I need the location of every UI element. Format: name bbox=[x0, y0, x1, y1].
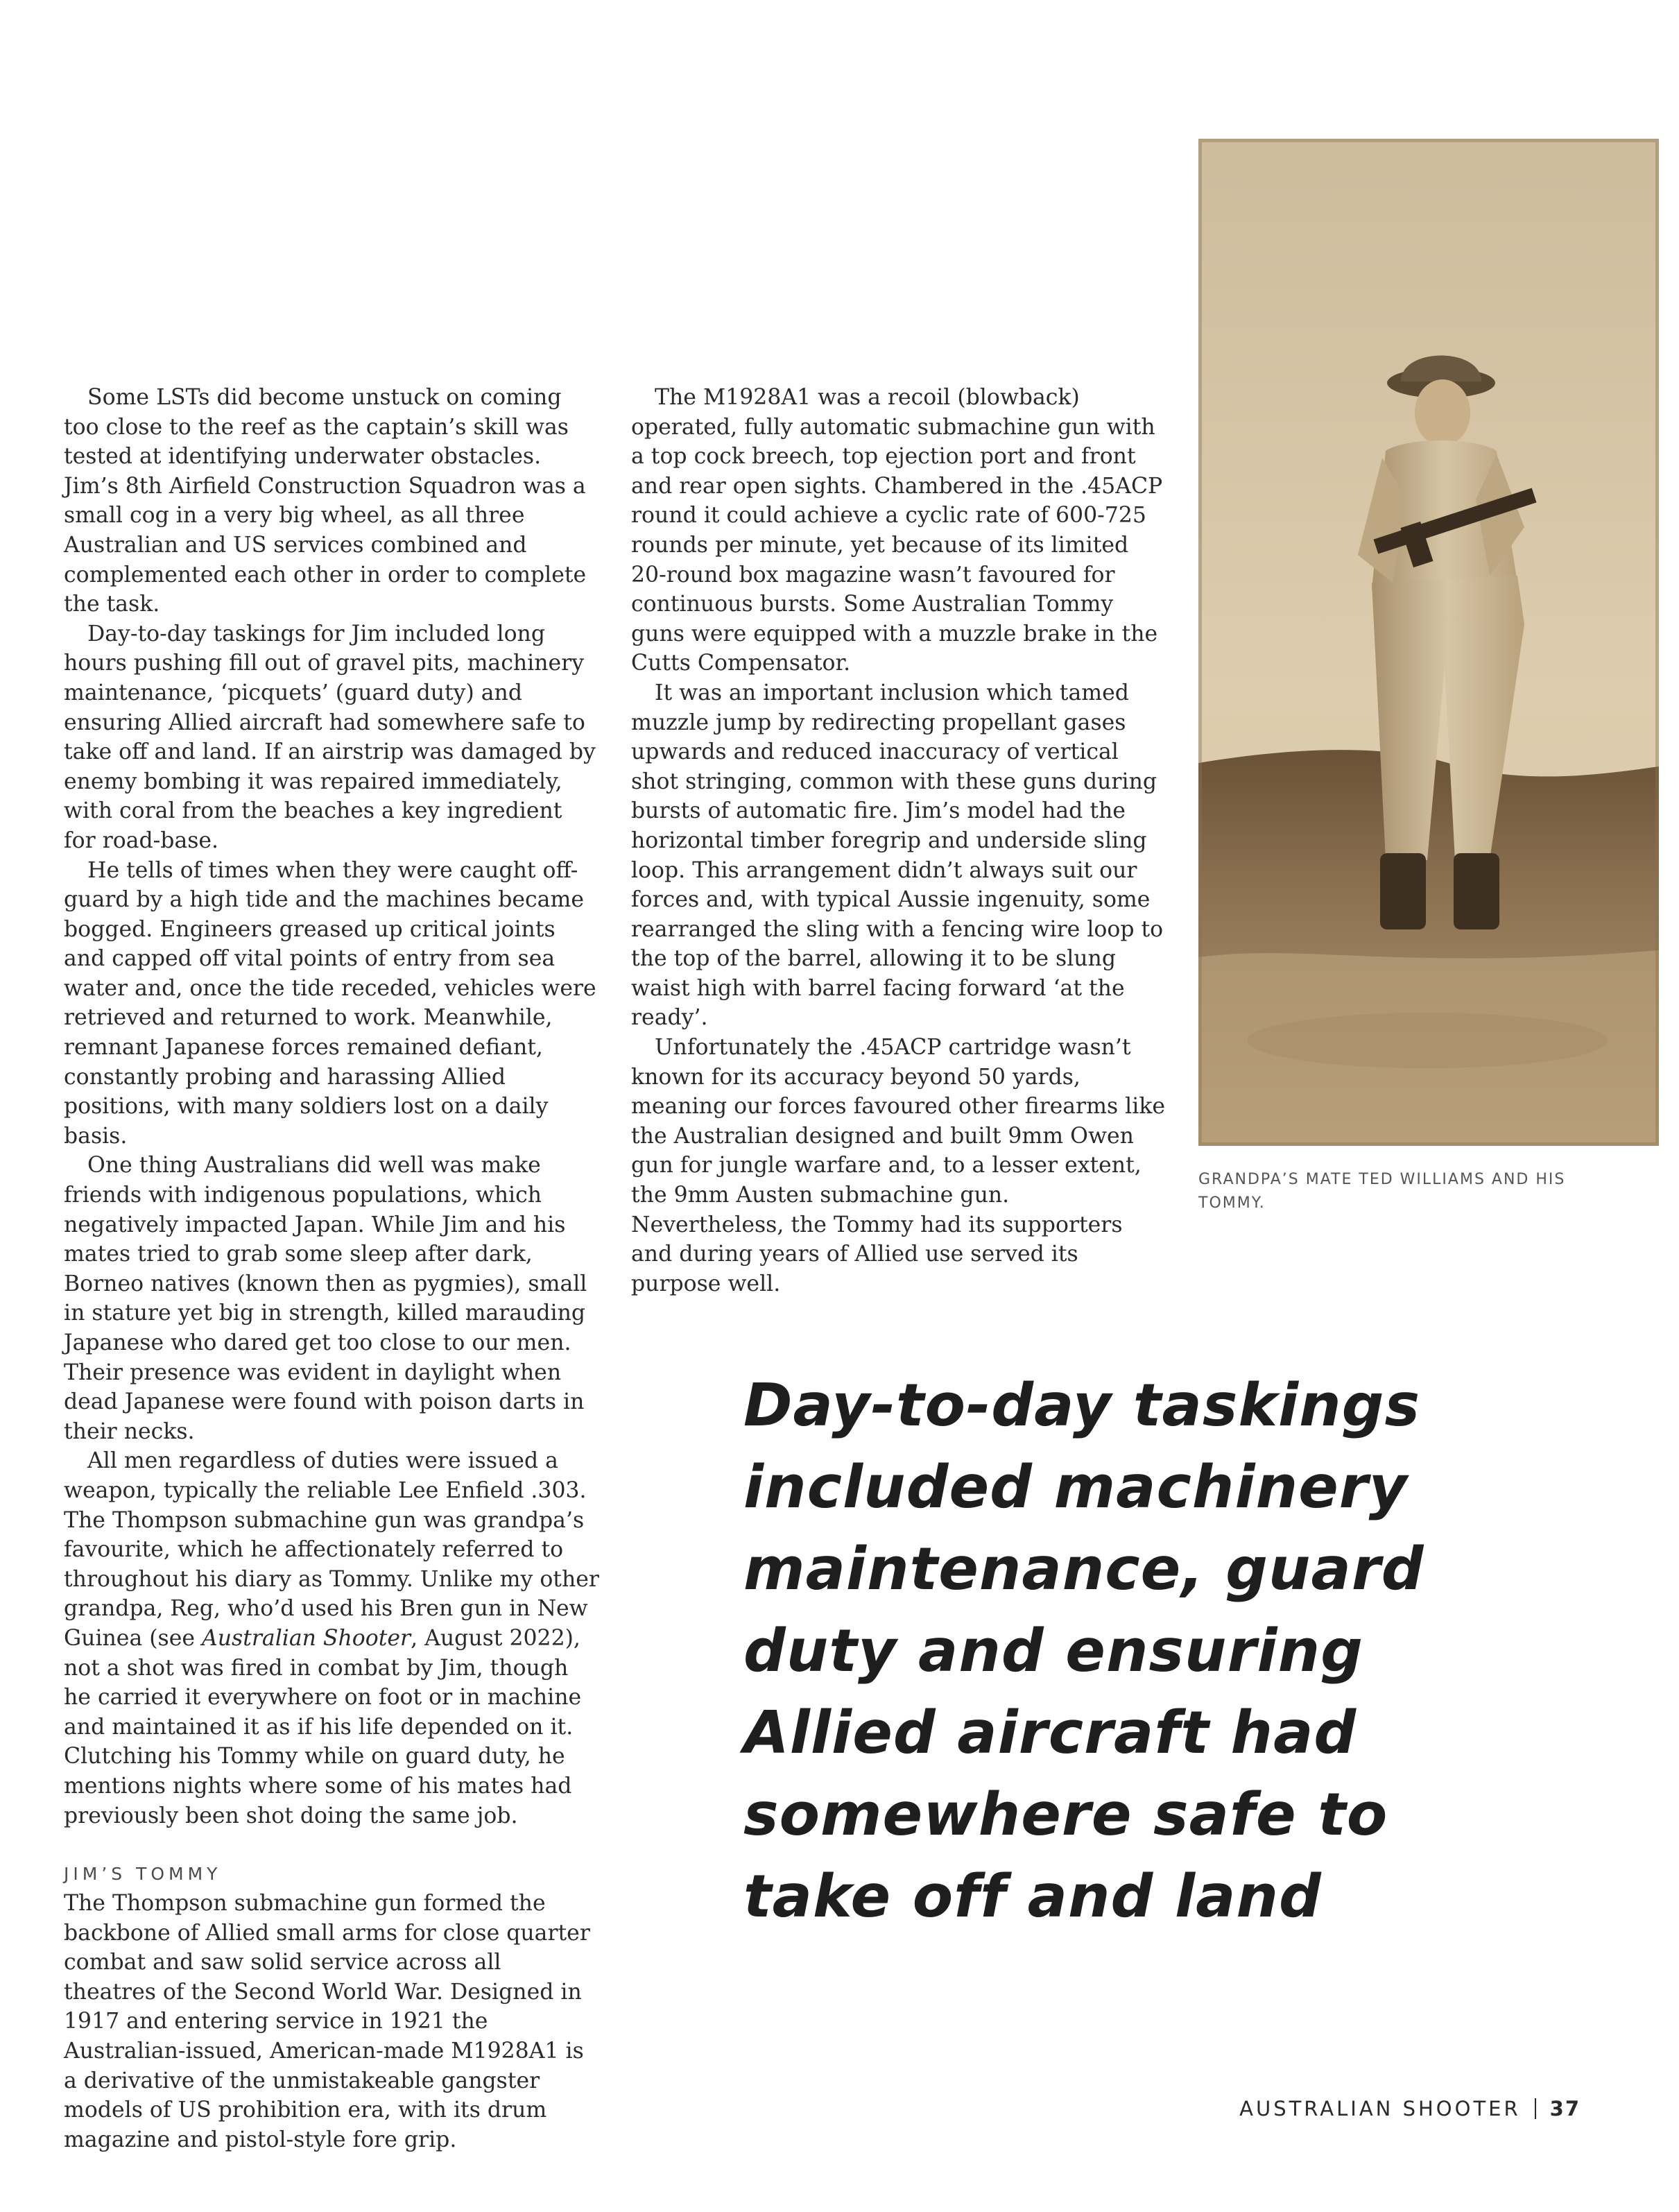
photo-caption: GRANDPA’S MATE TED WILLIAMS AND HIS TOMMY. bbox=[1198, 1171, 1566, 1212]
paragraph-text: All men regardless of duties were issued a weapon, typically the reliable Lee Enfield .303. The Thompson submachine gun was grandpa’s favourite, which he affectionately referred to throughout his diary as Tommy. Unlike my other grandpa, Reg, who’d used his Bren gun in New Guinea (see bbox=[64, 1448, 599, 1651]
paragraph-text: , August 2022), not a shot was fired in combat by Jim, though he carried it everywhere on foot or in machine and maintained it as if his life depended on it. Clutching his Tommy while on guard duty, he mentions nights where some of his mates had previously been shot doing the same job. bbox=[64, 1625, 582, 1828]
body-paragraph bbox=[64, 1446, 599, 1831]
body-paragraph: Unfortunately the .45ACP cartridge wasn’t known for its accuracy beyond 50 yards, meaning our forces favoured other firearms like the Australian designed and built 9mm Owen gun for jungle warfare and, to a lesser extent, the 9mm Austen submachine gun. Nevertheless, the Tommy had its supporters and during years of Allied use served its purpose well. bbox=[631, 1035, 1166, 1296]
footer-divider bbox=[1535, 2098, 1536, 2119]
body-paragraph: The M1928A1 was a recoil (blowback) operated, fully automatic submachine gun with a top cock breech, top ejection port and front and rear open sights. Chambered in the .45ACP round it could achieve a cyclic rate of 600-725 rounds per minute, yet because of its limited 20-round box magazine wasn’t favoured for continuous bursts. Some Australian Tommy guns were equipped with a muzzle brake in the Cutts Compensator. bbox=[631, 385, 1163, 676]
page-number: 37 bbox=[1549, 2097, 1581, 2120]
article-column-middle bbox=[631, 383, 1166, 1298]
photo-illustration bbox=[1198, 139, 1659, 1146]
body-paragraph: One thing Australians did well was make friends with indigenous populations, which negatively impacted Japan. While Jim and his mates tried to grab some sleep after dark, Borneo natives (known then as pygmies), small in stature yet big in strength, killed marauding Japanese who dared get too close to our men. Their presence was evident in daylight when dead Japanese were found with poison darts in their necks. bbox=[64, 1153, 587, 1444]
body-paragraph: Day-to-day taskings for Jim included long hours pushing fill out of gravel pits, machinery maintenance, ‘picquets’ (guard duty) and ensuring Allied aircraft had somewhere safe to take off and land. If an airstrip was damaged by enemy bombing it was repaired immediately, with coral from the beaches a key ingredient for road-base. bbox=[64, 621, 596, 853]
sepia-soldier-photo bbox=[1198, 139, 1659, 1146]
body-paragraph: He tells of times when they were caught off-guard by a high tide and the machines became bogged. Engineers greased up critical joints and capped off vital points of entry from sea water and, once the tide receded, vehicles were retrieved and returned to work. Meanwhile, remnant Japanese forces remained defiant, constantly probing and harassing Allied positions, with many soldiers lost on a daily basis. bbox=[64, 857, 596, 1149]
page-footer bbox=[1239, 2095, 1581, 2123]
pull-quote: Day-to-day taskings included machinery maintenance, guard duty and ensuring Allied aircraft had somewhere safe to take off and land bbox=[743, 1371, 1424, 1931]
section-subheading: JIM’S TOMMY bbox=[64, 1864, 222, 1885]
magazine-title-italic: Australian Shooter bbox=[202, 1625, 411, 1651]
article-column-left bbox=[64, 383, 599, 2154]
body-paragraph: The Thompson submachine gun formed the backbone of Allied small arms for close quarter combat and saw solid service across all theatres of the Second World War. Designed in 1917 and entering service in 1921 the Australian-issued, American-made M1928A1 is a derivative of the unmistakeable gangster models of US prohibition era, with its drum magazine and pistol-style fore grip. bbox=[64, 1891, 590, 2152]
publication-name: AUSTRALIAN SHOOTER bbox=[1239, 2097, 1521, 2120]
body-paragraph: It was an important inclusion which tamed muzzle jump by redirecting propellant gases upwards and reduced inaccuracy of vertical shot stringing, common with these guns during bursts of automatic fire. Jim’s model had the horizontal timber foregrip and underside sling loop. This arrangement didn’t always suit our forces and, with typical Aussie ingenuity, some rearranged the sling with a fencing wire loop to the top of the barrel, allowing it to be slung waist high with barrel facing forward ‘at the ready’. bbox=[631, 680, 1164, 1031]
body-paragraph: Some LSTs did become unstuck on coming too close to the reef as the captain’s skill was tested at identifying underwater obstacles. Jim’s 8th Airfield Construction Squadron was a small cog in a very big wheel, as all three Australian and US services combined and complemented each other in order to complete the task. bbox=[64, 385, 587, 617]
